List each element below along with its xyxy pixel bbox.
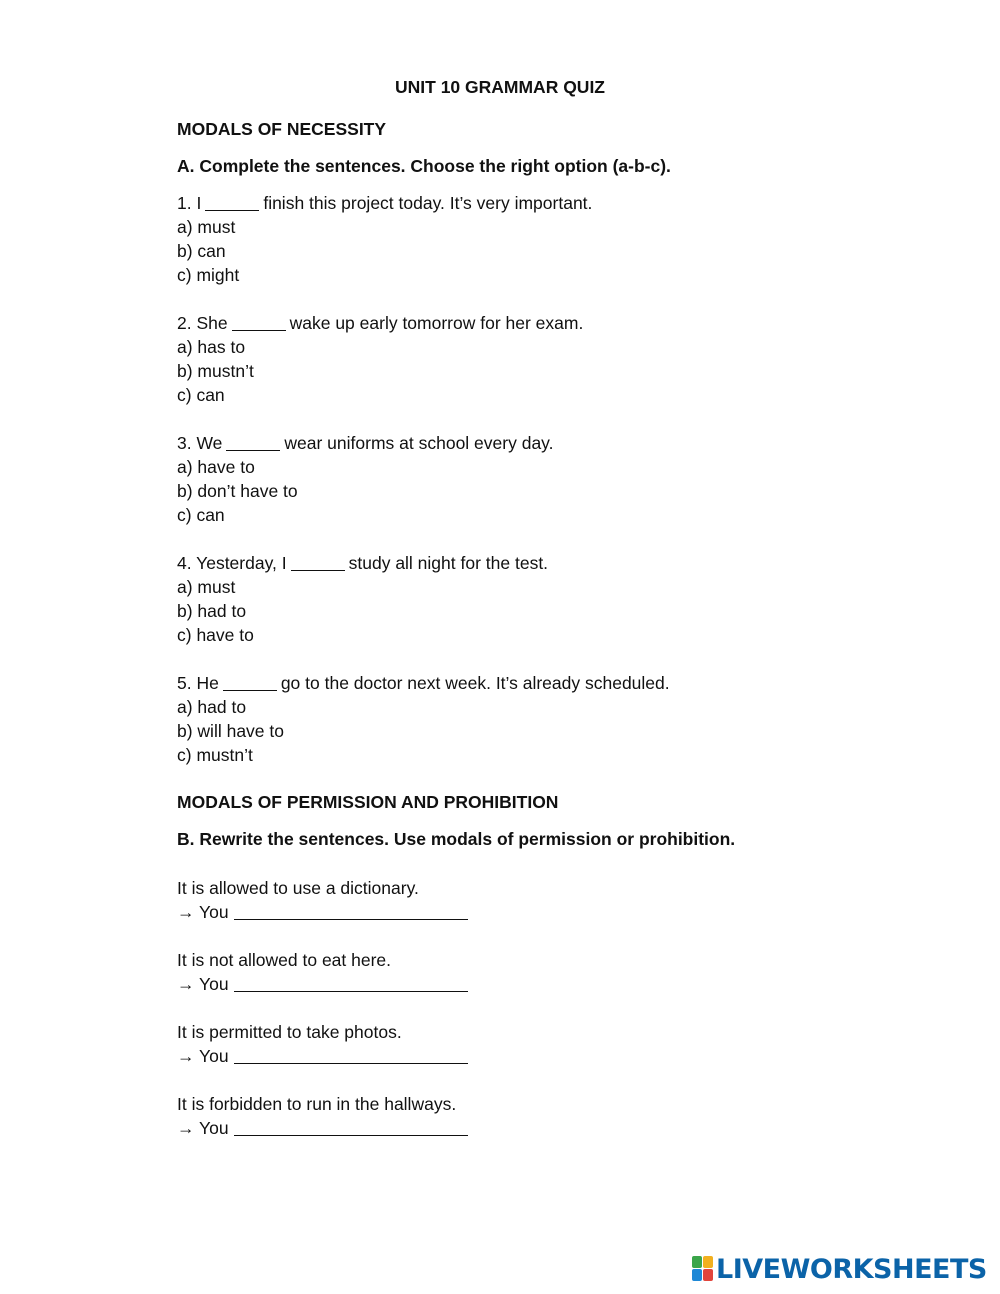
question-stem-start: 4. Yesterday, I (177, 553, 287, 573)
liveworksheets-logo-icon (692, 1256, 714, 1282)
rewrite-sentence: It is permitted to take photos. (177, 1022, 402, 1042)
rewrite-list (177, 876, 877, 1140)
logo-text: LIVEWORKSHEETS (716, 1253, 987, 1285)
option-b[interactable]: b) had to (177, 601, 247, 621)
question-3 (177, 431, 877, 527)
rewrite-answer (177, 900, 877, 924)
question-stem-start: 1. I (177, 193, 202, 213)
answer-line[interactable] (234, 1119, 468, 1136)
answer-line[interactable] (234, 1047, 468, 1064)
question-stem-start: 2. She (177, 313, 228, 333)
question-stem (177, 431, 877, 455)
question-stem (177, 311, 877, 335)
option-a[interactable]: a) must (177, 577, 236, 597)
question-stem (177, 671, 877, 695)
liveworksheets-logo[interactable] (692, 1254, 987, 1284)
section-a-heading: MODALS OF NECESSITY (177, 119, 387, 139)
option-c[interactable]: c) can (177, 505, 225, 525)
rewrite-item-2 (177, 948, 877, 996)
question-stem-start: 3. We (177, 433, 223, 453)
answer-prefix: → You (177, 902, 229, 922)
rewrite-sentence: It is forbidden to run in the hallways. (177, 1094, 457, 1114)
rewrite-item-3 (177, 1020, 877, 1068)
answer-prefix: → You (177, 974, 229, 994)
option-b[interactable]: b) mustn’t (177, 361, 254, 381)
question-stem (177, 551, 877, 575)
rewrite-answer (177, 1116, 877, 1140)
rewrite-sentence: It is allowed to use a dictionary. (177, 878, 419, 898)
rewrite-sentence: It is not allowed to eat here. (177, 950, 392, 970)
option-b[interactable]: b) will have to (177, 721, 284, 741)
question-stem-end: finish this project today. It’s very important. (263, 193, 593, 213)
answer-blank[interactable] (223, 674, 277, 691)
option-b[interactable]: b) can (177, 241, 226, 261)
answer-prefix: → You (177, 1046, 229, 1066)
option-c[interactable]: c) have to (177, 625, 254, 645)
option-b[interactable]: b) don’t have to (177, 481, 298, 501)
question-stem-start: 5. He (177, 673, 219, 693)
question-4 (177, 551, 877, 647)
rewrite-item-4 (177, 1092, 877, 1140)
rewrite-item-1 (177, 876, 877, 924)
answer-prefix: → You (177, 1118, 229, 1138)
answer-line[interactable] (234, 903, 468, 920)
question-stem (177, 191, 877, 215)
question-stem-end: go to the doctor next week. It’s already scheduled. (280, 673, 670, 693)
question-stem-end: study all night for the test. (348, 553, 549, 573)
question-2 (177, 311, 877, 407)
option-a[interactable]: a) had to (177, 697, 247, 717)
option-c[interactable]: c) can (177, 385, 225, 405)
answer-blank[interactable] (232, 314, 286, 331)
page-title: UNIT 10 GRAMMAR QUIZ (395, 77, 605, 97)
question-stem-end: wake up early tomorrow for her exam. (289, 313, 584, 333)
worksheet-content (177, 118, 877, 1164)
question-5 (177, 671, 877, 767)
rewrite-answer (177, 1044, 877, 1068)
option-c[interactable]: c) might (177, 265, 240, 285)
option-a[interactable]: a) have to (177, 457, 255, 477)
question-stem-end: wear uniforms at school every day. (284, 433, 554, 453)
section-a-instruction: A. Complete the sentences. Choose the right option (a-b-c). (177, 156, 671, 176)
answer-blank[interactable] (205, 194, 259, 211)
option-a[interactable]: a) must (177, 217, 236, 237)
rewrite-answer (177, 972, 877, 996)
option-c[interactable]: c) mustn’t (177, 745, 253, 765)
answer-blank[interactable] (226, 434, 280, 451)
section-b-heading: MODALS OF PERMISSION AND PROHIBITION (177, 792, 559, 812)
answer-line[interactable] (234, 975, 468, 992)
question-1 (177, 191, 877, 287)
option-a[interactable]: a) has to (177, 337, 246, 357)
answer-blank[interactable] (291, 554, 345, 571)
section-b-instruction: B. Rewrite the sentences. Use modals of permission or prohibition. (177, 829, 736, 849)
question-list (177, 191, 877, 767)
